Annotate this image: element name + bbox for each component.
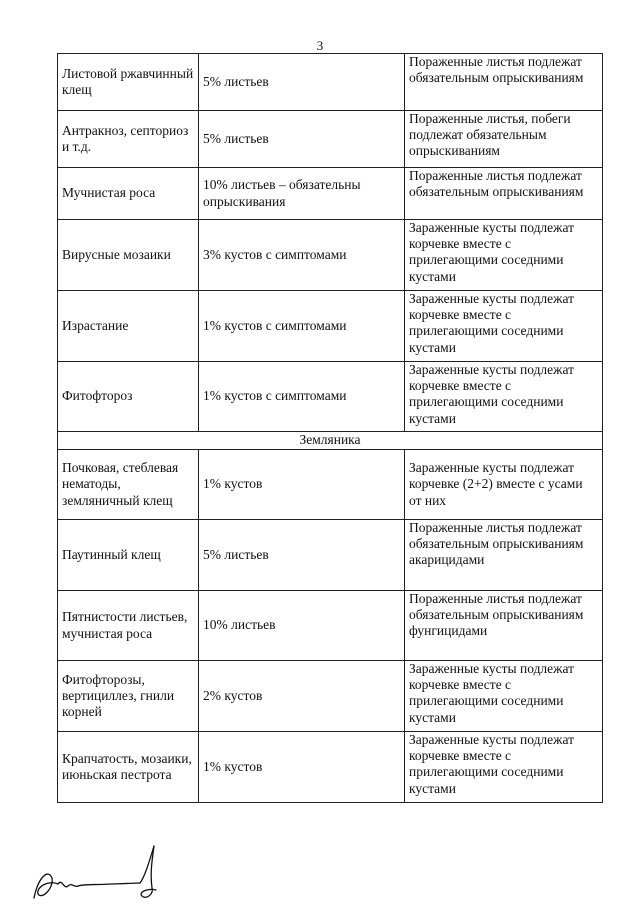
threshold-cell: 5% листьев: [199, 520, 405, 591]
pest-cell: Почковая, стеблевая нематоды, земляничный клещ: [58, 450, 199, 520]
pest-cell: Вирусные мозаики: [58, 220, 199, 291]
table-row: [58, 450, 603, 520]
pest-cell: Листовой ржавчинный клещ: [58, 54, 199, 111]
table-row: [58, 362, 603, 432]
pest-cell: Пятнистости листьев, мучнистая роса: [58, 591, 199, 661]
table-row: [58, 591, 603, 661]
table-row: [58, 520, 603, 591]
pest-cell: Крапчатость, мозаики, июньская пестрота: [58, 732, 199, 803]
threshold-cell: 1% кустов: [199, 732, 405, 803]
pest-cell: Антракноз, септориоз и т.д.: [58, 111, 199, 168]
table-row: [58, 168, 603, 220]
pest-cell: Мучнистая роса: [58, 168, 199, 220]
threshold-cell: 1% кустов: [199, 450, 405, 520]
measure-cell: Пораженные листья подлежат обязательным опрыскиваниям: [405, 54, 603, 111]
pest-threshold-table: [57, 53, 603, 803]
table-row: [58, 54, 603, 111]
table-row: [58, 111, 603, 168]
page-number: 3: [316, 38, 324, 53]
threshold-cell: 3% кустов с симптомами: [199, 220, 405, 291]
threshold-cell: 5% листьев: [199, 111, 405, 168]
measure-cell: Зараженные кусты подлежат корчевке вместе с прилегающими соседними кустами: [405, 291, 603, 362]
measure-cell: Пораженные листья подлежат обязательным опрыскиваниям: [405, 168, 603, 220]
pest-cell: Фитофтороз: [58, 362, 199, 432]
table-row: [58, 661, 603, 732]
measure-cell: Зараженные кусты подлежат корчевке вместе с прилегающими соседними кустами: [405, 661, 603, 732]
table-row: [58, 732, 603, 803]
measure-cell: Пораженные листья, побеги подлежат обязательным опрыскиваниям: [405, 111, 603, 168]
threshold-cell: 1% кустов с симптомами: [199, 291, 405, 362]
threshold-cell: 1% кустов с симптомами: [199, 362, 405, 432]
measure-cell: Зараженные кусты подлежат корчевке вместе с прилегающими соседними кустами: [405, 220, 603, 291]
measure-cell: Зараженные кусты подлежат корчевке вместе с прилегающими соседними кустами: [405, 362, 603, 432]
threshold-cell: 2% кустов: [199, 661, 405, 732]
pest-cell: Израстание: [58, 291, 199, 362]
threshold-cell: 10% листьев – обязательны опрыскивания: [199, 168, 405, 220]
measure-cell: Пораженные листья подлежат обязательным опрыскиваниям фунгицидами: [405, 591, 603, 661]
signature-icon: [28, 838, 178, 908]
measure-cell: Зараженные кусты подлежат корчевке (2+2) вместе с усами от них: [405, 450, 603, 520]
measure-cell: Зараженные кусты подлежат корчевке вместе с прилегающими соседними кустами: [405, 732, 603, 803]
pest-cell: Паутинный клещ: [58, 520, 199, 591]
measure-cell: Пораженные листья подлежат обязательным опрыскиваниям акарицидами: [405, 520, 603, 591]
threshold-cell: 10% листьев: [199, 591, 405, 661]
threshold-cell: 5% листьев: [199, 54, 405, 111]
section-header-row: [58, 432, 603, 450]
section-title: Земляника: [58, 432, 603, 450]
pest-cell: Фитофторозы, вертициллез, гнили корней: [58, 661, 199, 732]
table-row: [58, 220, 603, 291]
table-row: [58, 291, 603, 362]
